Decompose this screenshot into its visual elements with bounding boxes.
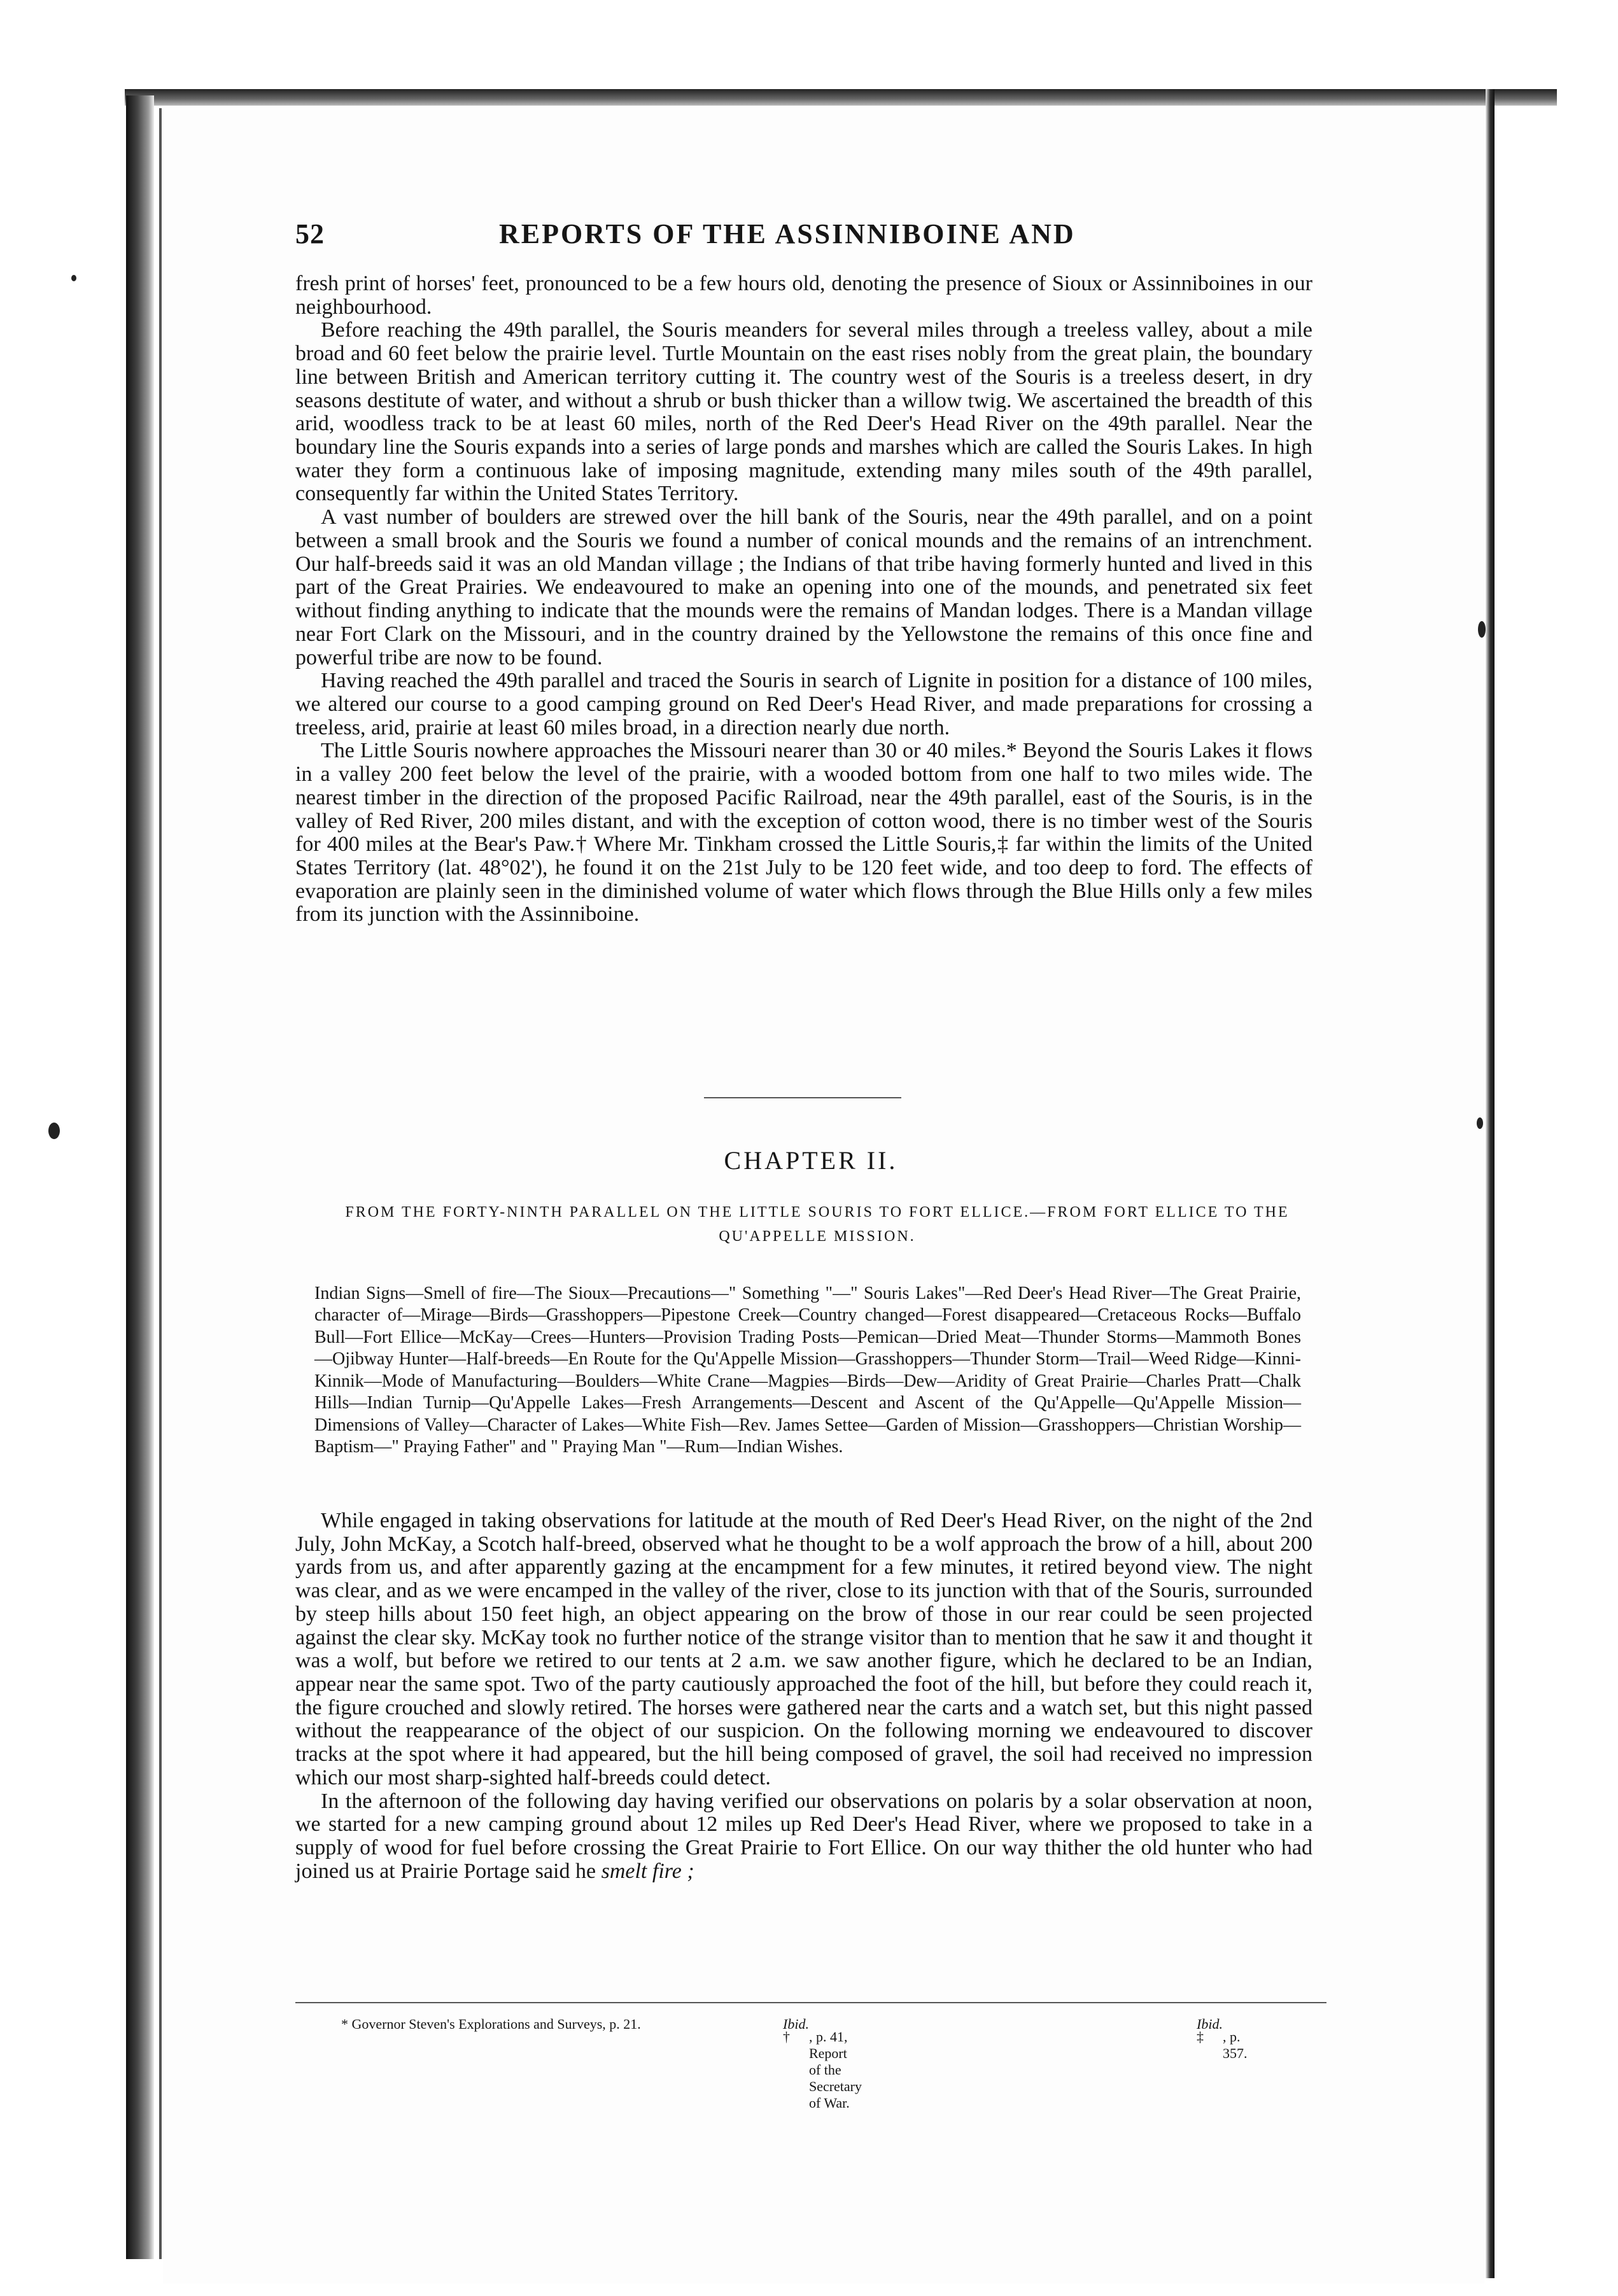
section-divider <box>704 1097 901 1098</box>
chapter-subtitle: FROM THE FORTY-NINTH PARALLEL ON THE LITTLE SOURIS TO FORT ELLICE.—FROM FORT ELLICE TO THE QU'APPELLE MISSION. <box>345 1204 1290 1245</box>
footnote-text: , p. 357. <box>1222 2029 1248 2061</box>
scan-binding-edge <box>126 95 154 2259</box>
paragraph: While engaged in taking observations for latitude at the mouth of Red Deer's Head River, on the night of the 2nd July, John McKay, a Scotch half-breed, observed what he thought to be a wolf approach the brow of a hill, about 200 yards from us, and after apparently gazing at the encampment for a few minutes, it retired beyond view. The night was clear, and as we were encamped in the valley of the river, close to its junction with that of the Souris, surrounded by steep hills about 150 feet high, an object appearing on the brow of those in our rear could be seen projected against the clear sky. McKay took no further notice of the strange visitor than to mention that he saw it and thought it was a wolf, but before we retired to our tents at 2 a.m. we saw another figure, which he declared to be an Indian, appear near the same spot. Two of the party cautiously approached the foot of the hill, but before they could reach it, the figure crouched and slowly retired. The horses were gathered near the carts and a watch set, but this night passed without the reappearance of the object of our suspicion. On the following morning we endeavoured to discover tracks at the spot where it had appeared, but the hill being composed of gravel, the soil had received no impression which our most sharp-sighted half-breeds could detect. <box>295 1509 1312 1789</box>
scan-binding-line <box>159 108 162 2259</box>
book-page <box>295 0 1326 2296</box>
scan-speck <box>71 275 76 281</box>
scan-speck <box>1478 621 1486 638</box>
footnote: * Governor Steven's Explorations and Surveys, p. 21. <box>341 2016 641 2032</box>
paragraph: Before reaching the 49th parallel, the Souris meanders for several miles through a treeless valley, about a mile broad and 60 feet below the prairie level. Turtle Mountain on the east rises nobly from the great plain, the boundary line between British and American territory cutting it. The country west of the Souris is a treeless desert, in dry seasons destitute of water, and without a shrub or bush thicker than a willow twig. We ascertained the breadth of this arid, woodless track to be at least 60 miles, north of the Red Deer's Head River on the 49th parallel. Near the boundary line the Souris expands into a series of large ponds and marshes which are called the Souris Lakes. In high water they form a continuous lake of imposing magnitude, extending many miles south of the 49th parallel, consequently far within the United States Territory. <box>295 318 1312 506</box>
footnote-ibid: Ibid. <box>783 2016 809 2032</box>
paragraph <box>295 1790 1312 1884</box>
running-head <box>295 218 1326 262</box>
page-number: 52 <box>295 218 325 249</box>
paragraph: Having reached the 49th parallel and traced the Souris in search of Lignite in position for a distance of 100 miles, we altered our course to a good camping ground on Red Deer's Head River, and made preparations for crossing a treeless, arid, prairie at least 60 miles broad, in a direction nearly due north. <box>295 669 1312 739</box>
footnotes <box>295 2002 1326 2111</box>
paragraph-text: In the afternoon of the following day having verified our observations on polaris by a solar observation at noon, we started for a new camping ground about 12 miles up Red Deer's Head River, where we proposed to take in a supply of wood for fuel before crossing the Great Prairie to Fort Ellice. On our way thither the old hunter who had joined us at Prairie Portage said he <box>295 1789 1312 1883</box>
scan-speck <box>48 1123 60 1139</box>
section-two-text <box>295 1509 1312 1884</box>
running-title: REPORTS OF THE ASSINNIBOINE AND <box>499 218 1076 249</box>
paragraph: fresh print of horses' feet, pronounced to be a few hours old, denoting the presence of Sioux or Assinniboines in our neighbourhood. <box>295 272 1312 319</box>
footnote-text: , p. 41, Report of the Secretary of War. <box>808 2029 862 2111</box>
scan-right-edge <box>1486 89 1495 2278</box>
scan-speck <box>1477 1117 1483 1129</box>
footnote-mark: ‡ <box>1197 2029 1204 2045</box>
paragraph: The Little Souris nowhere approaches the Missouri nearer than 30 or 40 miles.* Beyond the Souris Lakes it flows in a valley 200 feet below the level of the prairie, with a wooded bottom from one half to two miles wide. The nearest timber in the direction of the proposed Pacific Railroad, near the 49th parallel, east of the Souris, is in the valley of Red River, 200 miles distant, and with the exception of cotton wood, there is no timber west of the Souris for 400 miles at the Bear's Paw.† Where Mr. Tinkham crossed the Little Souris,‡ far within the limits of the United States Territory (lat. 48°02'), he found it on the 21st July to be 120 feet wide, and too deep to ford. The effects of evaporation are plainly seen in the diminished volume of water which flows through the Blue Hills only a few miles from its junction with the Assinniboine. <box>295 739 1312 927</box>
footnote <box>783 2016 862 2111</box>
footnote-ibid: Ibid. <box>1197 2016 1223 2032</box>
paragraph: A vast number of boulders are strewed over the hill bank of the Souris, near the 49th parallel, and on a point between a small brook and the Souris we found a number of conical mounds and the remains of an intrenchment. Our half-breeds said it was an old Mandan village ; the Indians of that tribe having formerly hunted and lived in this part of the Great Prairies. We endeavoured to make an opening into one of the mounds, and penetrated six feet without finding anything to indicate that the mounds were the remains of Mandan lodges. There is a Mandan village near Fort Clark on the Missouri, and in the country drained by the Yellowstone the remains of this once fine and powerful tribe are now to be found. <box>295 505 1312 669</box>
section-one-text <box>295 272 1312 927</box>
chapter-title: CHAPTER II. <box>724 1146 898 1175</box>
footnote-mark: † <box>783 2029 790 2045</box>
footnote <box>1197 2016 1248 2061</box>
chapter-synopsis: Indian Signs—Smell of fire—The Sioux—Precautions—" Something "—" Souris Lakes"—Red Deer's Head River—The Great Prairie, character of—Mirage—Birds—Grasshoppers—Pipestone Creek—Country changed—Forest disappeared—Cretaceous Rocks—Buffalo Bull—Fort Ellice—McKay—Crees—Hunters—Provision Trading Posts—Pemican—Dried Meat—Thunder Storms—Mammoth Bones—Ojibway Hunter—Half-breeds—En Route for the Qu'Appelle Mission—Grasshoppers—Thunder Storm—Trail—Weed Ridge—Kinni-Kinnik—Mode of Manufacturing—Boulders—White Crane—Magpies—Birds—Dew—Aridity of Great Prairie—Charles Pratt—Chalk Hills—Indian Turnip—Qu'Appelle Lakes—Fresh Arrangements—Descent and Ascent of the Qu'Appelle—Qu'Appelle Mission—Dimensions of Valley—Character of Lakes—White Fish—Rev. James Settee—Garden of Mission—Grasshoppers—Christian Worship—Baptism—" Praying Father" and " Praying Man "—Rum—Indian Wishes. <box>314 1284 1301 1457</box>
emphasis-text: smelt fire ; <box>601 1859 694 1883</box>
